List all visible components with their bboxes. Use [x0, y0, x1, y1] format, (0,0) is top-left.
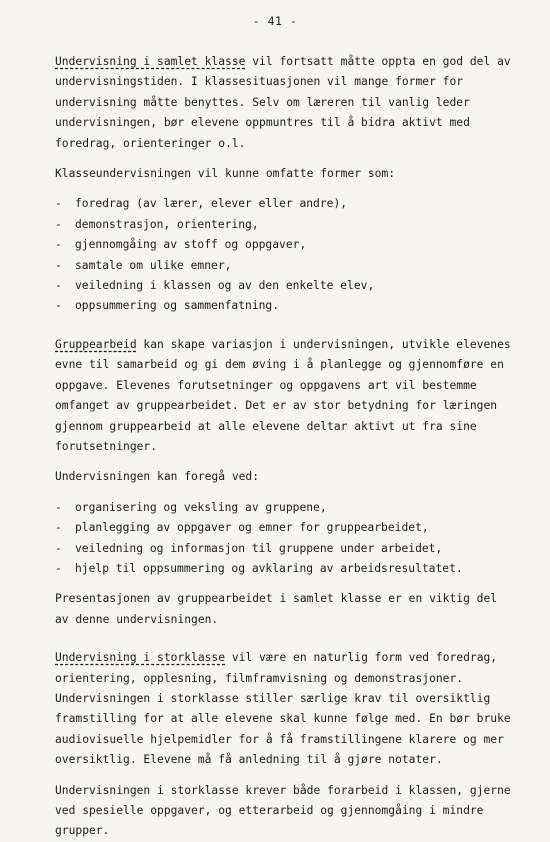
list-klasse-former: [55, 194, 517, 316]
list-intro-gruppe: Undervisningen kan foregå ved:: [55, 470, 260, 484]
list-item: - demonstrasjon, orientering,: [55, 215, 517, 235]
list-item: - veiledning og informasjon til gruppene under arbeidet,: [55, 539, 517, 559]
paragraph-gruppearbeid: Gruppearbeid kan skape variasjon i undervisningen, utvikle elevenes evne til samarbeid og gi dem øving i å planlegge og gjennomføre en oppgave. Elevenes forutsetninger og oppgavens art vil bestemme omfanget av gruppearbeidet. Det er av stor betydning for læringen gjennom gruppearbeid at alle elevene deltar aktivt ut fra sine forutsetninger.: [55, 337, 511, 453]
term-gruppearbeid: Gruppearbeid: [55, 337, 137, 351]
list-item: - organisering og veksling av gruppene,: [55, 498, 517, 518]
page-number: - 41 -: [252, 14, 298, 28]
list-item: - planlegging av oppgaver og emner for gruppearbeidet,: [55, 518, 517, 538]
list-item: - gjennomgåing av stoff og oppgaver,: [55, 235, 517, 255]
list-item: - oppsummering og sammenfatning.: [55, 296, 517, 316]
paragraph-samlet-klasse: Undervisning i samlet klasse vil fortsatt måtte oppta en god del av undervisningstiden. I klassesituasjonen vil mange former for undervisning måtte benyttes. Selv om læreren til vanlig leder undervisningen, bør elevene oppmuntres til å bidra aktivt med foredrag, orienteringer o.l.: [55, 55, 511, 150]
paragraph-storklasse-krav: Undervisningen i storklasse krever både forarbeid i klassen, gjerne ved spesielle oppgaver, og etterarbeid og gjennomgåing i mindre grupper.: [55, 783, 511, 838]
document-body: [55, 52, 517, 842]
list-gruppe: [55, 498, 517, 580]
list-item: - foredrag (av lærer, elever eller andre),: [55, 194, 517, 214]
term-storklasse: Undervisning i storklasse: [55, 651, 226, 665]
list-intro-klasse: Klasseundervisningen vil kunne omfatte former som:: [55, 167, 396, 181]
paragraph-presentasjon: Presentasjonen av gruppearbeidet i samlet klasse er en viktig del av denne undervisningen.: [55, 592, 498, 626]
list-item: - hjelp til oppsummering og avklaring av arbeidsresultatet.: [55, 559, 517, 579]
list-item: - samtale om ulike emner,: [55, 256, 517, 276]
paragraph-storklasse: Undervisning i storklasse vil være en naturlig form ved foredrag, orientering, opplesning, filmframvisning og demonstrasjoner. Undervisningen i storklasse stiller særlige krav til oversiktlig framstilling for at alle elevene skal kunne følge med. En bør bruke audiovisuelle hjelpemidler for å få framstillingene klarere og mer oversiktlig. Elevene må få anledning til å gjøre notater.: [55, 651, 511, 767]
term-samlet-klasse: Undervisning i samlet klasse: [55, 55, 246, 68]
list-item: - veiledning i klassen og av den enkelte elev,: [55, 276, 517, 296]
